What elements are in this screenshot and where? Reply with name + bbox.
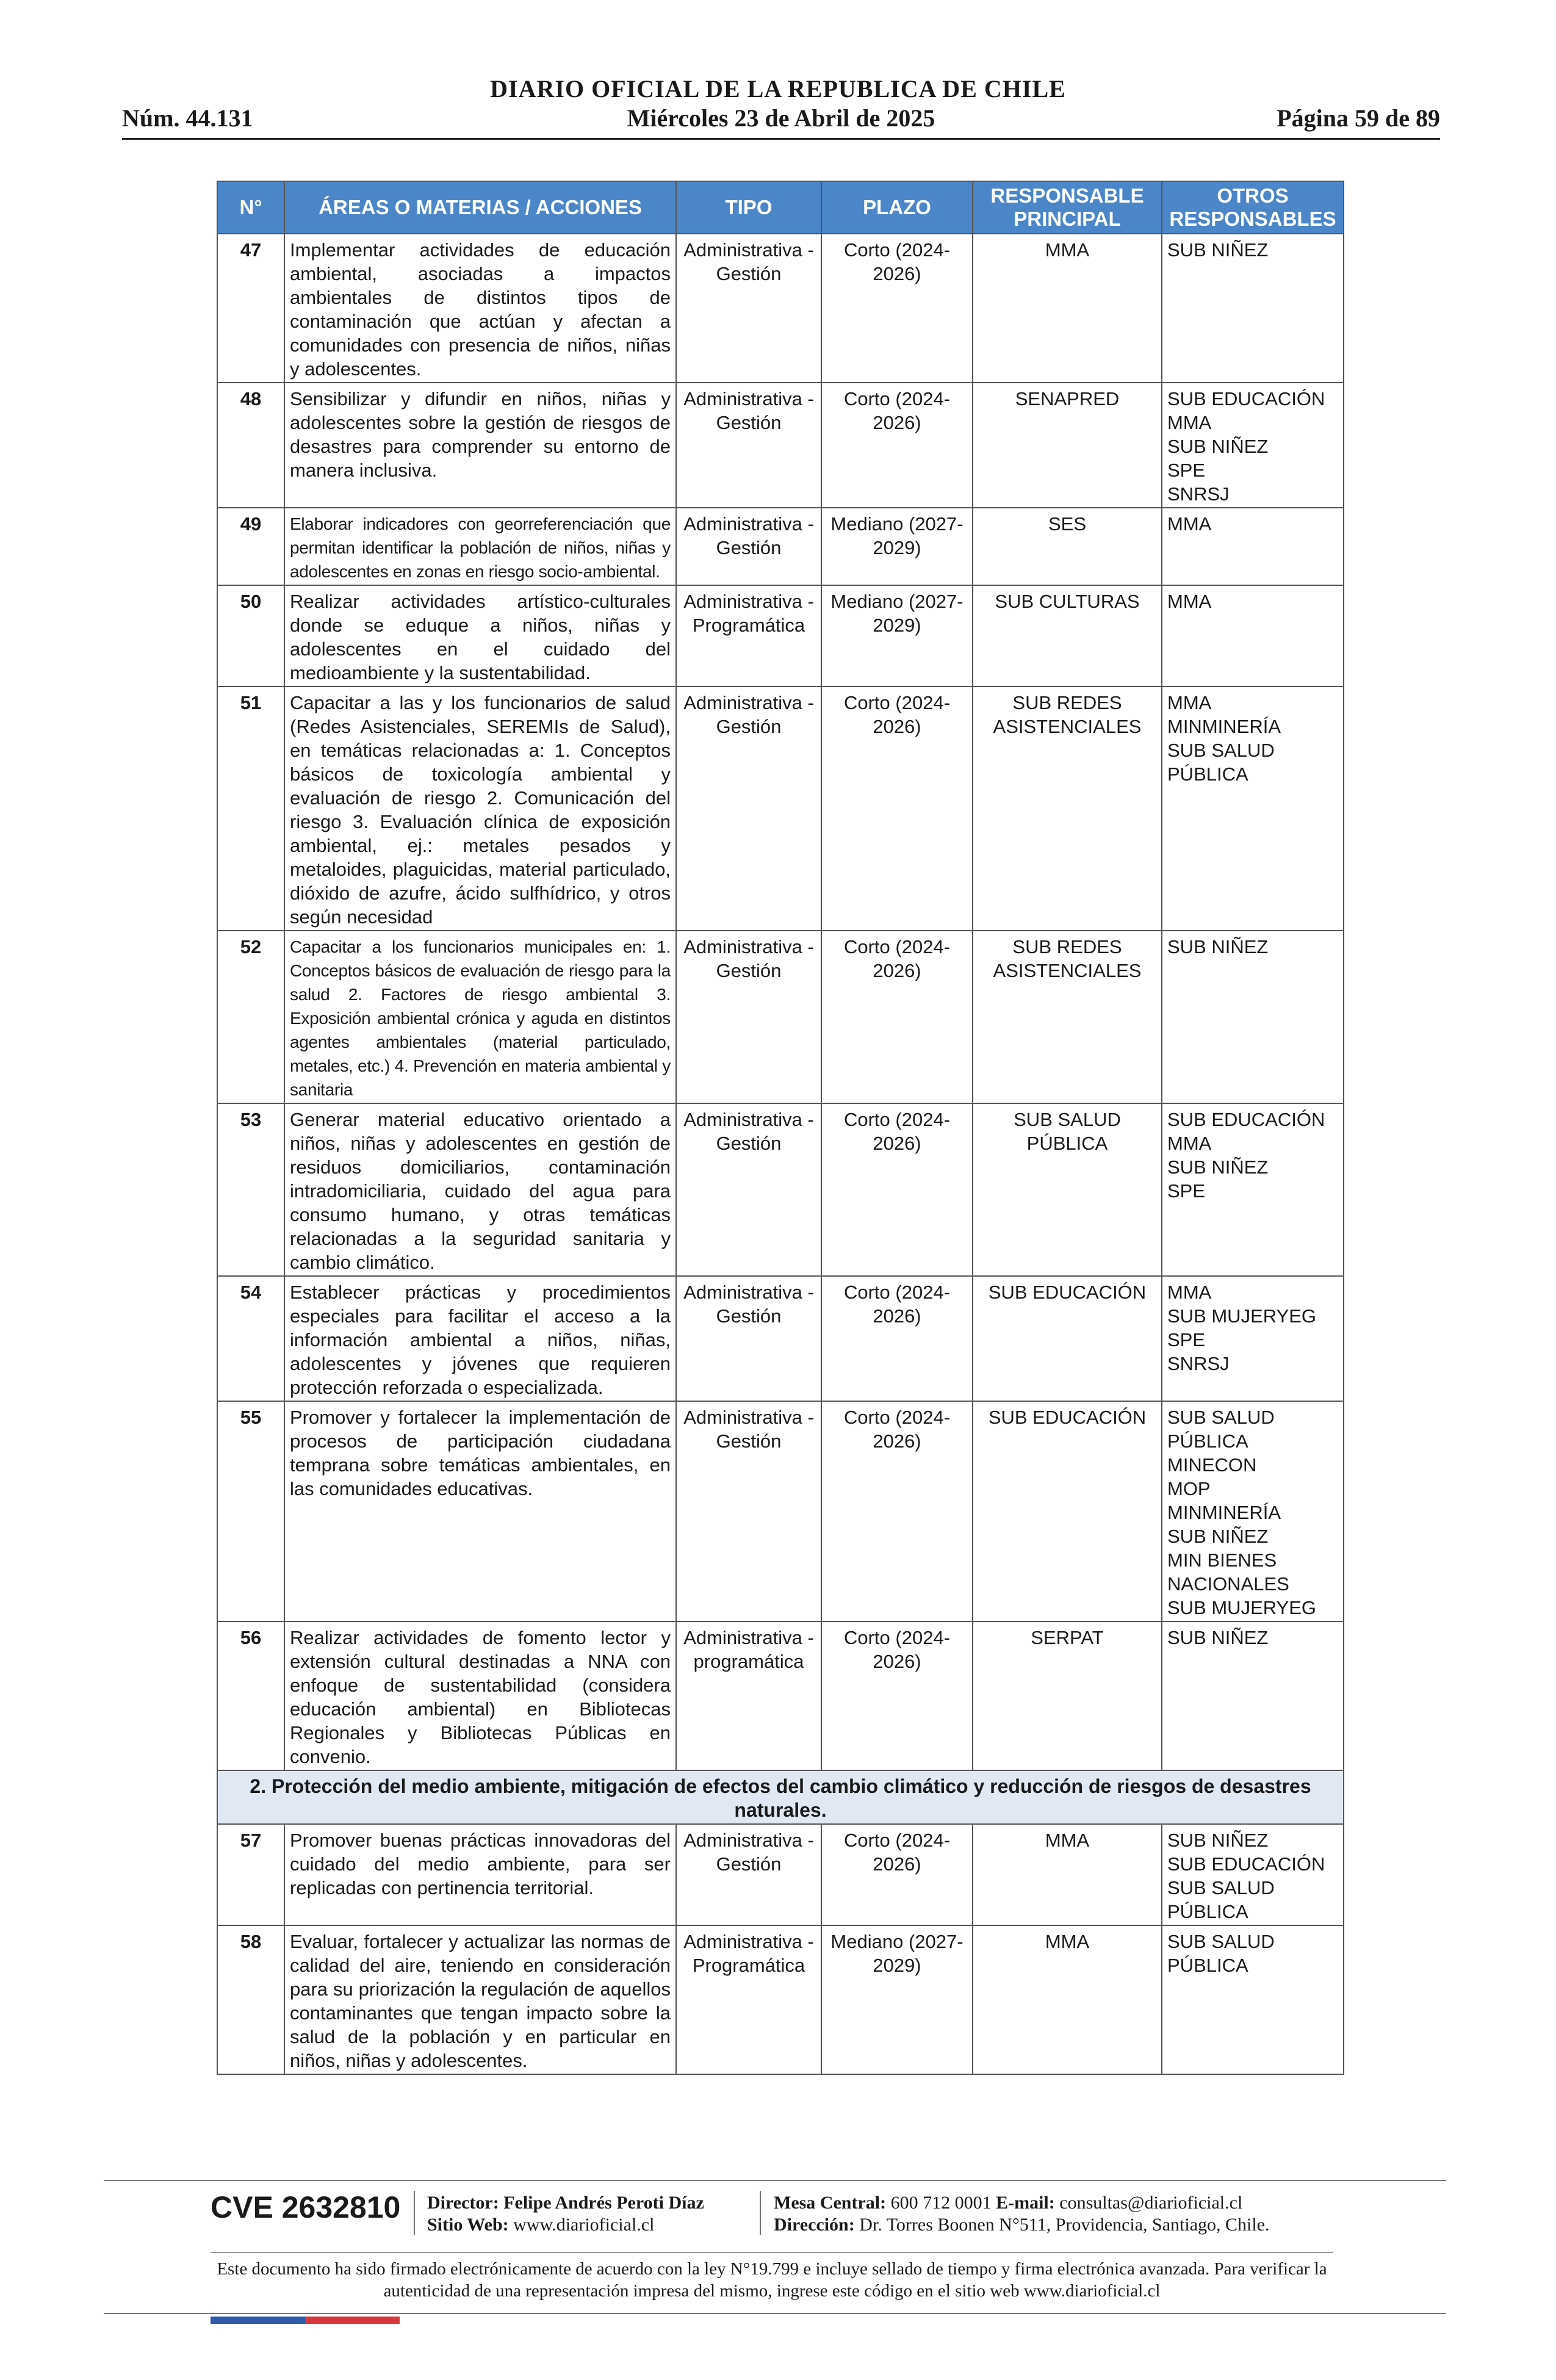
otro-responsable: SPE [1167,460,1206,481]
tipo-cell: Administrativa - Gestión [676,508,821,585]
action-text: Capacitar a los funcionarios municipales en: 1. Conceptos básicos de evaluación de riesgo para la salud 2. Factores de riesgo ambiental 3. Exposición ambiental crónica y aguda en distintos agentes ambientales (material particulado, metales, etc.) 4. Prevención en materia ambiental y sanitaria [284,931,676,1103]
tipo-cell: Administrativa - Gestión [676,234,821,383]
action-text: Realizar actividades de fomento lector y extensión cultural destinadas a NNA con enfoque de sustentabilidad (considera educación ambiental) en Bibliotecas Regionales y Bibliotecas Públicas en convenio. [284,1621,676,1770]
otro-responsable: SPE [1167,1180,1206,1202]
table-row [217,1824,1344,1925]
direccion-label: Dirección: [774,2215,855,2235]
page-number: Página 59 de 89 [1277,104,1440,132]
tipo-cell: Administrativa - Programática [676,1925,821,2074]
tipo-cell: Administrativa - Gestión [676,1276,821,1401]
otro-responsable: SUB NIÑEZ [1167,436,1269,457]
address: Dr. Torres Boonen N°511, Providencia, Santiago, Chile. [859,2215,1270,2235]
otros-responsables-cell [1162,1621,1344,1770]
row-number: 48 [217,383,284,508]
otros-responsables-cell [1162,1103,1344,1276]
column-header: PLAZO [821,181,973,234]
otros-responsables-cell [1162,1276,1344,1401]
column-header: OTROS RESPONSABLES [1162,181,1344,234]
plazo-cell: Corto (2024-2026) [821,1621,973,1770]
action-text: Promover buenas prácticas innovadoras del cuidado del medio ambiente, para ser replicadas con pertinencia territorial. [284,1824,676,1925]
plazo-cell: Corto (2024-2026) [821,234,973,383]
mesa-label: Mesa Central: [774,2193,887,2213]
action-text: Capacitar a las y los funcionarios de salud (Redes Asistenciales, SEREMIs de Salud), en temáticas relacionadas a: 1. Conceptos básicos de toxicología ambiental y evaluación de riesgo 2. Comunicación del riesgo 3. Evaluación clínica de exposición ambiental, ej.: metales pesados y metaloides, plaguicidas, material particulado, dióxido de azufre, ácido sulfhídrico, y otros según necesidad [284,687,676,931]
footer-separator [414,2191,415,2235]
plazo-cell: Corto (2024-2026) [821,1103,973,1276]
tipo-cell: Administrativa - Gestión [676,1103,821,1276]
table-row [217,508,1344,585]
otro-responsable: MMA [1167,1282,1212,1303]
footer-divider [104,2180,1446,2181]
otro-responsable: SUB SALUD [1167,1931,1275,1952]
plazo-cell: Mediano (2027-2029) [821,508,973,585]
header-divider [122,138,1440,140]
otros-responsables-cell [1162,383,1344,508]
responsable-principal-cell: MMA [973,1925,1162,2074]
otro-responsable: SNRSJ [1167,483,1230,505]
action-text: Establecer prácticas y procedimientos especiales para facilitar el acceso a la información ambiental a niños, niñas, adolescentes y jóvenes que requieren protección reforzada o especializada. [284,1276,676,1401]
otro-responsable: MINMINERÍA [1167,716,1281,737]
table-body [217,234,1344,2074]
otro-responsable: MMA [1167,692,1212,713]
otros-responsables-cell [1162,234,1344,383]
otro-responsable: PÚBLICA [1167,763,1248,785]
otro-responsable: MMA [1167,1133,1212,1154]
otro-responsable: SUB MUJERYEG [1167,1305,1317,1327]
otros-responsables-cell [1162,1824,1344,1925]
action-text: Realizar actividades artístico-culturales donde se eduque a niños, niñas y adolescentes en el cuidado del medioambiente y la sustentabilidad. [284,585,676,687]
row-number: 58 [217,1925,284,2074]
row-number: 53 [217,1103,284,1276]
plazo-cell: Corto (2024-2026) [821,931,973,1103]
footer-separator [760,2191,761,2235]
otro-responsable: SUB NIÑEZ [1167,1627,1269,1648]
tipo-cell: Administrativa - Gestión [676,931,821,1103]
otros-responsables-cell [1162,1401,1344,1621]
otro-responsable: SUB NIÑEZ [1167,1156,1269,1178]
actions-table [217,181,1344,2075]
email-label: E-mail: [996,2193,1055,2213]
otro-responsable: SUB EDUCACIÓN [1167,1109,1325,1130]
footer-divider [104,2313,1446,2314]
otro-responsable: SUB NIÑEZ [1167,936,1269,957]
otros-responsables-cell [1162,1925,1344,2074]
column-header: TIPO [676,181,821,234]
responsable-principal-cell: SUB REDES ASISTENCIALES [973,931,1162,1103]
plazo-cell: Mediano (2027-2029) [821,1925,973,2074]
director-label: Director: [427,2193,499,2213]
footer-divider [211,2252,1333,2253]
table-row [217,383,1344,508]
otro-responsable: SUB NIÑEZ [1167,1526,1269,1547]
column-header: RESPONSABLE PRINCIPAL [973,181,1162,234]
otro-responsable: MMA [1167,513,1212,535]
otro-responsable: MIN BIENES [1167,1549,1277,1571]
web-link[interactable]: www.diarioficial.cl [513,2215,655,2235]
responsable-principal-cell: SERPAT [973,1621,1162,1770]
footer-contact-block [774,2192,1270,2236]
otro-responsable: MOP [1167,1478,1211,1499]
flag-stripe-red [305,2317,400,2324]
legal-notice: Este documento ha sido firmado electrónicamente de acuerdo con la ley N°19.799 e incluye sellado de tiempo y firma electrónica avanzada. Para verificar la autenticidad de una representación impresa del mismo, ingrese este código en el sitio web www.diarioficial.cl [217,2259,1327,2301]
otro-responsable: MMA [1167,412,1212,433]
otros-responsables-cell [1162,931,1344,1103]
otro-responsable: SUB SALUD [1167,740,1275,761]
row-number: 55 [217,1401,284,1621]
director-name: Felipe Andrés Peroti Díaz [503,2193,704,2213]
row-number: 56 [217,1621,284,1770]
action-text: Implementar actividades de educación ambiental, asociadas a impactos ambientales de distintos tipos de contaminación que actúan y afectan a comunidades con presencia de niños, niñas y adolescentes. [284,234,676,383]
plazo-cell: Corto (2024-2026) [821,1276,973,1401]
action-text: Elaborar indicadores con georreferenciación que permitan identificar la población de niños, niñas y adolescentes en zonas en riesgo socio-ambiental. [284,508,676,585]
otro-responsable: SNRSJ [1167,1353,1230,1374]
cve-code: CVE 2632810 [211,2190,401,2224]
table-header-row [217,181,1344,234]
plazo-cell: Mediano (2027-2029) [821,585,973,687]
otro-responsable: NACIONALES [1167,1573,1289,1595]
section-title: 2. Protección del medio ambiente, mitigación de efectos del cambio climático y reducción de riesgos de desastres naturales. [217,1770,1344,1824]
otro-responsable: SUB SALUD [1167,1877,1275,1899]
plazo-cell: Corto (2024-2026) [821,687,973,931]
action-text: Generar material educativo orientado a niños, niñas y adolescentes en gestión de residuos domiciliarios, contaminación intradomiciliaria, cuidado del agua para consumo humano, y otras temáticas relacionadas a la seguridad sanitaria y cambio climático. [284,1103,676,1276]
plazo-cell: Corto (2024-2026) [821,1401,973,1621]
column-header: ÁREAS O MATERIAS / ACCIONES [284,181,676,234]
table-row [217,585,1344,687]
tipo-cell: Administrativa - Gestión [676,687,821,931]
tipo-cell: Administrativa - Gestión [676,1824,821,1925]
responsable-principal-cell: MMA [973,1824,1162,1925]
column-header: N° [217,181,284,234]
plazo-cell: Corto (2024-2026) [821,1824,973,1925]
table-row [217,1925,1344,2074]
otro-responsable: PÚBLICA [1167,1955,1248,1976]
table-row [217,1276,1344,1401]
table-row [217,931,1344,1103]
responsable-principal-cell: MMA [973,234,1162,383]
header-row [122,104,1440,135]
table-row [217,1401,1344,1621]
tipo-cell: Administrativa - Gestión [676,383,821,508]
otro-responsable: MMA [1167,591,1212,612]
mesa-phone: 600 712 0001 [890,2193,992,2213]
table-row [217,1621,1344,1770]
footer-director-block [427,2192,704,2236]
row-number: 52 [217,931,284,1103]
otro-responsable: MINECON [1167,1454,1257,1476]
otros-responsables-cell [1162,687,1344,931]
responsable-principal-cell: SUB REDES ASISTENCIALES [973,687,1162,931]
tipo-cell: Administrativa - programática [676,1621,821,1770]
tipo-cell: Administrativa - Programática [676,585,821,687]
otros-responsables-cell [1162,585,1344,687]
otro-responsable: PÚBLICA [1167,1901,1248,1922]
web-label: Sitio Web: [427,2215,509,2235]
otro-responsable: MINMINERÍA [1167,1502,1281,1523]
table-row [217,687,1344,931]
action-text: Evaluar, fortalecer y actualizar las normas de calidad del aire, teniendo en consideración para su priorización la regulación de aquellos contaminantes que tengan impacto sobre la salud de la población y en particular en niños, niñas y adolescentes. [284,1925,676,2074]
row-number: 54 [217,1276,284,1401]
row-number: 50 [217,585,284,687]
newspaper-title: DIARIO OFICIAL DE LA REPUBLICA DE CHILE [490,75,1066,103]
otro-responsable: SPE [1167,1329,1206,1350]
email-link[interactable]: consultas@diarioficial.cl [1059,2193,1243,2213]
otro-responsable: PÚBLICA [1167,1430,1248,1452]
table-row [217,1103,1344,1276]
row-number: 57 [217,1824,284,1925]
plazo-cell: Corto (2024-2026) [821,383,973,508]
section-row [217,1770,1344,1824]
tipo-cell: Administrativa - Gestión [676,1401,821,1621]
row-number: 51 [217,687,284,931]
issue-date: Miércoles 23 de Abril de 2025 [627,104,935,132]
responsable-principal-cell: SUB EDUCACIÓN [973,1276,1162,1401]
otro-responsable: SUB NIÑEZ [1167,1830,1269,1851]
responsable-principal-cell: SUB CULTURAS [973,585,1162,687]
responsable-principal-cell: SES [973,508,1162,585]
responsable-principal-cell: SUB SALUD PÚBLICA [973,1103,1162,1276]
responsable-principal-cell: SENAPRED [973,383,1162,508]
otro-responsable: SUB EDUCACIÓN [1167,1853,1325,1875]
issue-number: Núm. 44.131 [122,104,253,132]
flag-stripe-blue [211,2317,305,2324]
otros-responsables-cell [1162,508,1344,585]
otro-responsable: SUB SALUD [1167,1407,1275,1428]
action-text: Sensibilizar y difundir en niños, niñas y adolescentes sobre la gestión de riesgos de desastres para comprender su entorno de manera inclusiva. [284,383,676,508]
row-number: 49 [217,508,284,585]
row-number: 47 [217,234,284,383]
otro-responsable: SUB EDUCACIÓN [1167,388,1325,409]
action-text: Promover y fortalecer la implementación de procesos de participación ciudadana temprana sobre temáticas ambientales, en las comunidades educativas. [284,1401,676,1621]
otro-responsable: SUB MUJERYEG [1167,1597,1317,1618]
otro-responsable: SUB NIÑEZ [1167,239,1269,261]
responsable-principal-cell: SUB EDUCACIÓN [973,1401,1162,1621]
table-row [217,234,1344,383]
